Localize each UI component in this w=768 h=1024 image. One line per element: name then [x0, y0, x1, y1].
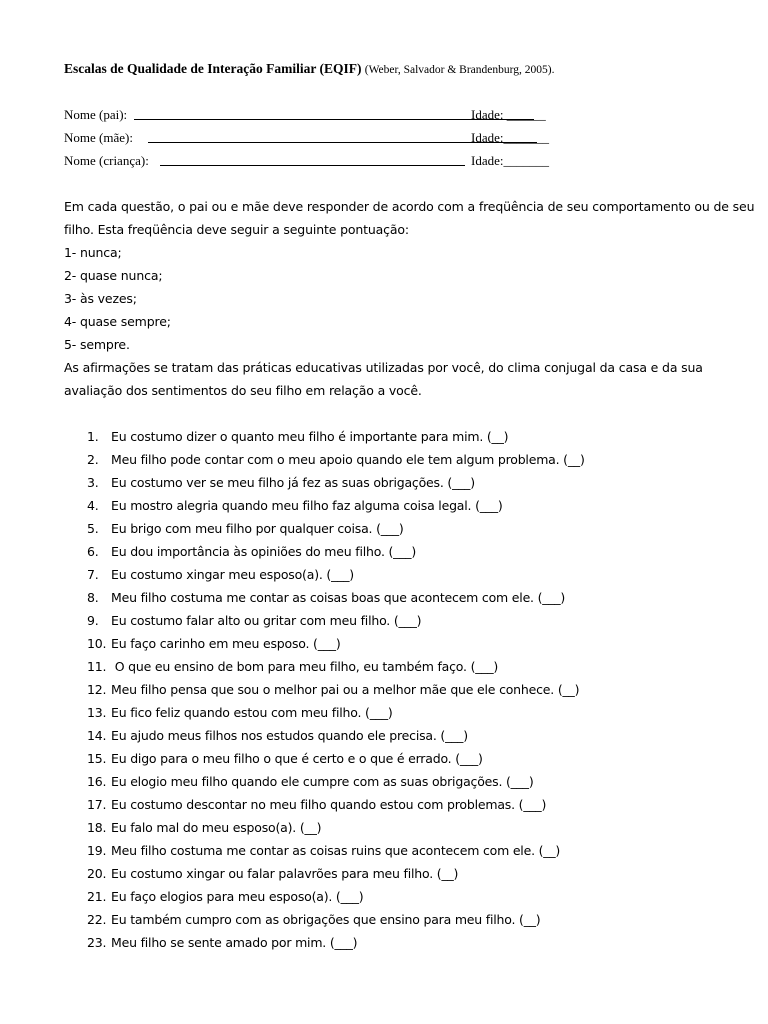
question-item: 2. Meu filho pode contar com o meu apoio quando ele tem algum problema. (__): [87, 452, 585, 467]
question-item: 9. Eu costumo falar alto ou gritar com meu filho. (___): [87, 613, 422, 628]
field-father-age-blank[interactable]: ______: [506, 107, 546, 122]
question-item: 1. Eu costumo dizer o quanto meu filho é importante para mim. (__): [87, 429, 509, 444]
field-child-age-blank[interactable]: _______: [503, 153, 549, 168]
question-item: 7. Eu costumo xingar meu esposo(a). (___): [87, 567, 354, 582]
question-item: 3. Eu costumo ver se meu filho já fez as suas obrigações. (___): [87, 475, 475, 490]
instructions-line-1: Em cada questão, o pai ou e mãe deve responder de acordo com a freqüência de seu comportamento ou de seu: [64, 199, 755, 214]
field-mother-age: [471, 130, 549, 146]
field-father-label: Nome (pai):: [64, 107, 128, 122]
question-item: 8. Meu filho costuma me contar as coisas boas que acontecem com ele. (___): [87, 590, 566, 605]
question-item: 6. Eu dou importância às opiniões do meu filho. (___): [87, 544, 416, 559]
question-item: 10. Eu faço carinho em meu esposo. (___): [87, 636, 341, 651]
field-child: [64, 153, 549, 169]
scale-item: 1- nunca;: [64, 245, 122, 260]
question-item: 19. Meu filho costuma me contar as coisas ruins que acontecem com ele. (__): [87, 843, 561, 858]
instructions-line-2: filho. Esta freqüência deve seguir a seguinte pontuação:: [64, 222, 409, 237]
question-item: 15. Eu digo para o meu filho o que é certo e o que é errado. (___): [87, 751, 483, 766]
document-title: Escalas de Qualidade de Interação Familiar (EQIF): [64, 61, 362, 76]
scale-item: 2- quase nunca;: [64, 268, 163, 283]
question-item: 5. Eu brigo com meu filho por qualquer coisa. (___): [87, 521, 404, 536]
question-item: 23. Meu filho se sente amado por mim. (___): [87, 935, 358, 950]
field-child-label: Nome (criança):: [64, 153, 149, 168]
field-father-age: [471, 107, 546, 123]
instructions-line-3: As afirmações se tratam das práticas educativas utilizadas por você, do clima conjugal da casa e da sua: [64, 360, 703, 375]
question-item: 21. Eu faço elogios para meu esposo(a). (___): [87, 889, 364, 904]
question-item: 14. Eu ajudo meus filhos nos estudos quando ele precisa. (___): [87, 728, 468, 743]
question-item: 20. Eu costumo xingar ou falar palavrões para meu filho. (__): [87, 866, 459, 881]
citation: (Weber, Salvador & Brandenburg, 2005).: [364, 64, 555, 76]
question-item: 16. Eu elogio meu filho quando ele cumpre com as suas obrigações. (___): [87, 774, 534, 789]
question-item: 11. O que eu ensino de bom para meu filho, eu também faço. (___): [87, 659, 499, 674]
title-line: [64, 61, 554, 77]
question-item: 18. Eu falo mal do meu esposo(a). (__): [87, 820, 322, 835]
question-item: 17. Eu costumo descontar no meu filho quando estou com problemas. (___): [87, 797, 547, 812]
question-item: 13. Eu fico feliz quando estou com meu filho. (___): [87, 705, 393, 720]
field-father: [64, 107, 546, 123]
field-mother-age-blank[interactable]: _______: [503, 130, 549, 145]
field-child-age: [471, 153, 549, 169]
field-mother-label: Nome (mãe):: [64, 130, 133, 145]
instructions-line-4: avaliação dos sentimentos do seu filho em relação a você.: [64, 383, 422, 398]
scale-item: 4- quase sempre;: [64, 314, 171, 329]
question-item: 12. Meu filho pensa que sou o melhor pai ou a melhor mãe que ele conhece. (__): [87, 682, 580, 697]
field-father-age-label: Idade:: [471, 107, 504, 122]
scale-item: 3- às vezes;: [64, 291, 137, 306]
scale-item: 5- sempre.: [64, 337, 130, 352]
question-item: 4. Eu mostro alegria quando meu filho faz alguma coisa legal. (___): [87, 498, 503, 513]
question-item: 22. Eu também cumpro com as obrigações que ensino para meu filho. (__): [87, 912, 541, 927]
field-child-blank[interactable]: [160, 165, 465, 166]
field-mother-age-label: Idade:: [471, 130, 504, 145]
field-child-age-label: Idade:: [471, 153, 504, 168]
field-mother: [64, 130, 549, 146]
